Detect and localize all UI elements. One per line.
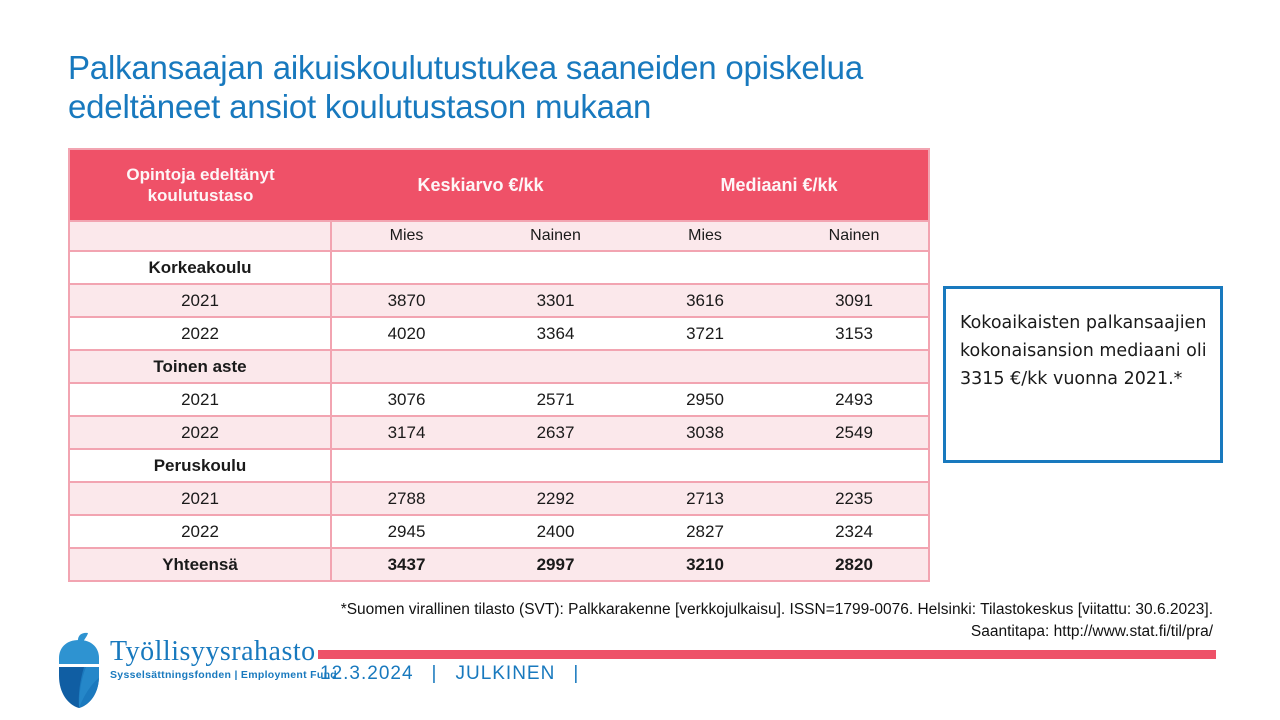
cell-value: 2950 xyxy=(630,383,780,416)
row-label: 2022 xyxy=(69,515,331,548)
subheader-mies-2: Mies xyxy=(630,221,780,251)
row-label: 2021 xyxy=(69,482,331,515)
slide-title-line2: edeltäneet ansiot koulutustason mukaan xyxy=(68,88,652,125)
footer-dateline xyxy=(320,663,579,685)
cell-value: 2827 xyxy=(630,515,780,548)
table-row xyxy=(69,284,929,317)
table-row xyxy=(69,416,929,449)
header-median: Mediaani €/kk xyxy=(630,149,929,221)
subheader-nainen-2: Nainen xyxy=(780,221,929,251)
header-education-level: Opintoja edeltänyt koulutustaso xyxy=(69,149,331,221)
row-label: 2022 xyxy=(69,317,331,350)
row-label: Korkeakoulu xyxy=(69,251,331,284)
cell-value: 2493 xyxy=(780,383,929,416)
table-row xyxy=(69,482,929,515)
cell-value: 2637 xyxy=(481,416,630,449)
row-label: Toinen aste xyxy=(69,350,331,383)
subheader-mies-1: Mies xyxy=(331,221,481,251)
separator: | xyxy=(431,663,438,684)
logo-name: Työllisyysrahasto xyxy=(110,636,316,667)
table-row-peruskoulu xyxy=(69,449,929,482)
cell-value: 2292 xyxy=(481,482,630,515)
cell-value: 3870 xyxy=(331,284,481,317)
subheader-nainen-1: Nainen xyxy=(481,221,630,251)
cell-value: 3616 xyxy=(630,284,780,317)
earnings-table xyxy=(68,148,930,582)
cell-value: 2324 xyxy=(780,515,929,548)
footer-accent-bar xyxy=(318,650,1216,659)
cell-value: 3721 xyxy=(630,317,780,350)
slide-title-line1: Palkansaajan aikuiskoulutustukea saaneiden opiskelua xyxy=(68,49,863,86)
subheader-empty xyxy=(69,221,331,251)
cell-value: 3301 xyxy=(481,284,630,317)
row-label: 2021 xyxy=(69,284,331,317)
cell-value: 2997 xyxy=(481,548,630,581)
earnings-table-container xyxy=(68,148,930,582)
cell-value: 3153 xyxy=(780,317,929,350)
cell-value: 3091 xyxy=(780,284,929,317)
table-row xyxy=(69,317,929,350)
slide-date: 12.3.2024 xyxy=(320,663,414,684)
table-row xyxy=(69,515,929,548)
cell-value: 2788 xyxy=(331,482,481,515)
cell-value: 3174 xyxy=(331,416,481,449)
slide-title xyxy=(68,48,1088,126)
callout-box xyxy=(943,286,1223,463)
logo-subtitle: Sysselsättningsfonden | Employment Fund xyxy=(110,669,337,681)
callout-text: Kokoaikaisten palkansaajien kokonaisansion mediaani oli 3315 €/kk vuonna 2021.* xyxy=(960,313,1207,389)
footnote-line2: Saantitapa: http://www.stat.fi/til/pra/ xyxy=(970,623,1213,640)
table-row xyxy=(69,383,929,416)
cell-value: 4020 xyxy=(331,317,481,350)
cell-value: 3437 xyxy=(331,548,481,581)
cell-value: 2235 xyxy=(780,482,929,515)
cell-value: 2945 xyxy=(331,515,481,548)
cell-value: 2549 xyxy=(780,416,929,449)
cell-value: 2820 xyxy=(780,548,929,581)
cell-value: 3076 xyxy=(331,383,481,416)
cell-value: 2400 xyxy=(481,515,630,548)
row-label: 2021 xyxy=(69,383,331,416)
row-label: Peruskoulu xyxy=(69,449,331,482)
table-row-total xyxy=(69,548,929,581)
table-row-korkeakoulu xyxy=(69,251,929,284)
employment-fund-logo xyxy=(56,631,337,709)
table-header-row xyxy=(69,149,929,221)
cell-value: 3364 xyxy=(481,317,630,350)
cell-value: 2713 xyxy=(630,482,780,515)
row-label: 2022 xyxy=(69,416,331,449)
cell-value: 3210 xyxy=(630,548,780,581)
table-subheader-row xyxy=(69,221,929,251)
row-label: Yhteensä xyxy=(69,548,331,581)
cell-value: 3038 xyxy=(630,416,780,449)
separator: | xyxy=(573,663,580,684)
footnote-line1: *Suomen virallinen tilasto (SVT): Palkkarakenne [verkkojulkaisu]. ISSN=1799-0076. Helsinki: Tilastokeskus [viitattu: 30.6.2023]. xyxy=(340,601,1213,618)
acorn-logo-icon xyxy=(56,631,102,709)
table-row-toinen-aste xyxy=(69,350,929,383)
header-mean: Keskiarvo €/kk xyxy=(331,149,630,221)
cell-value: 2571 xyxy=(481,383,630,416)
visibility-label: JULKINEN xyxy=(455,663,556,684)
logo-text-block xyxy=(110,631,337,681)
